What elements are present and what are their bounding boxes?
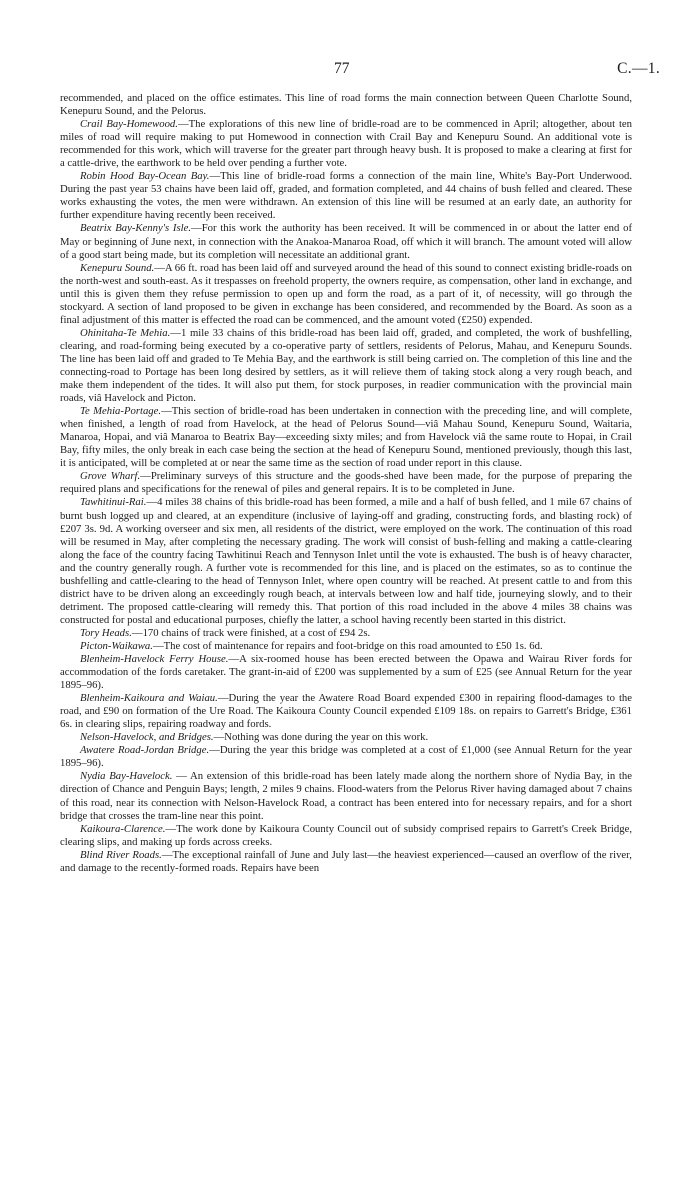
paragraph-heading: Tawhitinui-Rai. xyxy=(80,496,147,509)
paragraph-text: —This section of bridle-road has been undertaken in connection with the preceding line, and will complete, when finished, a length of road from Havelock, at the head of Pelorus Sound—viâ Mahau Sound, Kenepuru Sound, Waitaria, Manaroa, Hopai, and viâ Manaroa to Beatrix Bay—exceeding sixty miles; and from Havelock viâ the same route to Hopai, in Crail Bay, fifty miles, the only break in each case being the section at the head of Kenepuru Sound, mentioned previously, though this last, it is anticipated, will be completed at or near the same time as the section of road under report in this clause. xyxy=(60,405,633,470)
document-reference: C.—1. xyxy=(617,60,660,77)
paragraph-heading: Blind River Roads. xyxy=(80,848,162,861)
paragraph-heading: Blenheim-Havelock Ferry House. xyxy=(80,653,229,666)
paragraph-text: —The work done by Kaikoura County Council out of subsidy comprised repairs to Garrett's Creek Bridge, clearing slips, and making up fords across creeks. xyxy=(60,822,632,848)
paragraph xyxy=(60,496,632,626)
paragraph-text: —A 66 ft. road has been laid off and surveyed around the head of this sound to connect existing bridle-roads on the north-west and south-east. As it trespasses on freehold property, the owners require, as compensation, other land in exchange, and until this is given them they refuse permission to open up and form the road, as a part of it, of necessity, will go through the stockyard. A section of land proposed to be given in exchange has been considered, and recommended by the Board. As soon as a final adjustment of this matter is effected the road can be commenced, and the amount voted (£250) expended. xyxy=(60,261,632,326)
paragraph-heading: Ohinitaha-Te Mehia. xyxy=(80,326,171,339)
paragraph-text: —Preliminary surveys of this structure and the goods-shed have been made, for the purpose of preparing the required plans and specifications for the renewal of piles and general repairs. It is to be completed in June. xyxy=(60,470,632,496)
paragraph xyxy=(60,731,632,744)
paragraph-heading: Kaikoura-Clarence. xyxy=(80,822,166,835)
paragraph xyxy=(60,770,632,822)
paragraph-heading: Crail Bay-Homewood. xyxy=(80,118,178,131)
paragraph-text: —The explorations of this new line of bridle-road are to be commenced in April; altogether, about ten miles of road will require making to put Homewood in connection with Crail Bay and Kenepuru Sound. An additional vote is recommended for this work, which will traverse for the greater part through heavy bush. It is proposed to make a clearing at first for a cattle-drive, the earthwork to be held over pending a further vote. xyxy=(60,118,632,170)
paragraph-heading: Robin Hood Bay-Ocean Bay. xyxy=(80,170,210,183)
paragraph-heading: Picton-Waikawa. xyxy=(80,639,153,652)
paragraph-text: —The cost of maintenance for repairs and foot-bridge on this road amounted to £50 1s. 6d. xyxy=(152,639,543,652)
paragraph-text: —During the year this bridge was completed at a cost of £1,000 (see Annual Return for the year 1895–96). xyxy=(60,744,632,770)
paragraph-text: —Nothing was done during the year on this work. xyxy=(213,731,429,744)
paragraph-text: —During the year the Awatere Road Board expended £300 in repairing flood-damages to the road, and £90 on formation of the Ure Road. The Kaikoura County Council expended £109 18s. on repairs to Garrett's Bridge, £361 6s. in clearing slips, repairing roadway and fords. xyxy=(60,692,632,731)
paragraph xyxy=(60,92,632,118)
paragraph-heading: Tory Heads. xyxy=(80,626,132,639)
paragraph xyxy=(60,744,632,770)
paragraph-text: —This line of bridle-road forms a connection of the main line, White's Bay-Port Underwood. During the past year 53 chains have been laid off, graded, and formation completed, and 44 chains of bush felled and cleared. These works exhausting the votes, the men were withdrawn. An extension of this line will be resumed at an early date, an authority for further expenditure having recently been received. xyxy=(60,170,633,222)
paragraph xyxy=(60,849,632,875)
paragraph-text: —For this work the authority has been received. It will be commenced in or about the latter end of May or beginning of June next, in connection with the Anakoa-Manaroa Road, off which it will branch. The amount voted will allow of a good start being made, but its completion will necessitate an additional grant. xyxy=(60,222,632,261)
paragraph-heading: Blenheim-Kaikoura and Waiau. xyxy=(80,692,218,705)
body-text xyxy=(60,92,632,875)
page-header xyxy=(0,60,700,82)
paragraph xyxy=(60,262,632,327)
paragraph xyxy=(60,118,632,170)
paragraph-heading: Nydia Bay-Havelock. xyxy=(80,770,173,783)
paragraph xyxy=(60,222,632,261)
page-number: 77 xyxy=(334,60,350,77)
paragraph-heading: Grove Wharf. xyxy=(80,470,141,483)
paragraph xyxy=(60,653,632,692)
paragraph-heading: Nelson-Havelock, and Bridges. xyxy=(80,731,214,744)
paragraph-text: —1 mile 33 chains of this bridle-road has been laid off, graded, and completed, the work of bushfelling, clearing, and road-forming being executed by a co-operative party of settlers, residents of Pelorus, Mahau, and Kenepuru Sounds. The line has been laid off and graded to Te Mehia Bay, and the earthwork is still being carried on. The completion of this line and the connecting-road to Portage has been long desired by settlers, as it will relieve them of taking stock along a very rough beach, and make them independent of the tides. It will also put them, for stock purposes, in readier communication with the provincial main roads, viâ Havelock and Picton. xyxy=(60,326,632,405)
paragraph xyxy=(60,405,632,470)
paragraph-text: recommended, and placed on the office estimates. This line of road forms the main connection between Queen Charlotte Sound, Kenepuru Sound, and the Pelorus. xyxy=(60,92,632,118)
paragraph-text: —A six-roomed house has been erected between the Opawa and Wairau River fords for accommodation of the fords caretaker. The grant-in-aid of £200 was supplemented by a sum of £25 (see Annual Return for the year 1895–96). xyxy=(60,653,632,692)
paragraph xyxy=(60,640,632,653)
paragraph xyxy=(60,470,632,496)
paragraph-heading: Te Mehia-Portage. xyxy=(80,405,162,418)
paragraph-heading: Kenepuru Sound. xyxy=(80,261,155,274)
paragraph xyxy=(60,692,632,731)
paragraph-text: —4 miles 38 chains of this bridle-road has been formed, a mile and a half of bush felled, and 1 mile 67 chains of burnt bush logged up and cleared, at an expenditure (inclusive of laying-off and grading, constructing fords, and blasting rock) of £207 3s. 9d. A working overseer and six men, all residents of the district, were employed on the work. The continuation of this road will be resumed in May, after completing the necessary grading. The work will consist of bush-felling and making a cattle-clearing along the face of the country facing Tawhitinui Reach and Tennyson Inlet until the vote is exhausted. The bush is of heavy character, and the country generally rough. A further vote is recommended for this line, and is placed on the estimates, so as to continue the bushfelling and cattle-clearing to the head of Tennyson Inlet, where open country will be reached. At present cattle to and from this district have to be driven along an exceedingly rough beach, at intervals between low and half tide, journeying slowly, and to their detriment. The proposed cattle-clearing will remedy this. That portion of this road included in the above 4 miles 38 chains was constructed for postal and educational purposes, chiefly the latter, a school having recently been started in this district. xyxy=(60,496,632,626)
paragraph-text: —170 chains of track were finished, at a cost of £94 2s. xyxy=(131,626,371,639)
paragraph xyxy=(60,327,632,405)
paragraph xyxy=(60,170,632,222)
paragraph xyxy=(60,627,632,640)
paragraph-heading: Awatere Road-Jordan Bridge. xyxy=(80,744,210,757)
paragraph-heading: Beatrix Bay-Kenny's Isle. xyxy=(80,222,192,235)
paragraph-text: —The exceptional rainfall of June and July last—the heaviest experienced—caused an overflow of the river, and damage to the recently-formed roads. Repairs have been xyxy=(60,848,632,874)
paragraph xyxy=(60,823,632,849)
paragraph-text: — An extension of this bridle-road has been lately made along the northern shore of Nydia Bay, in the direction of Chance and Penguin Bays; length, 2 miles 9 chains. Flood-waters from the Pelorus River having damaged about 7 chains of this road, near its connection with Nelson-Havelock Road, a contract has been entered into for necessary repairs, and for a short bridge that crosses the tram-line near this point. xyxy=(60,770,632,822)
